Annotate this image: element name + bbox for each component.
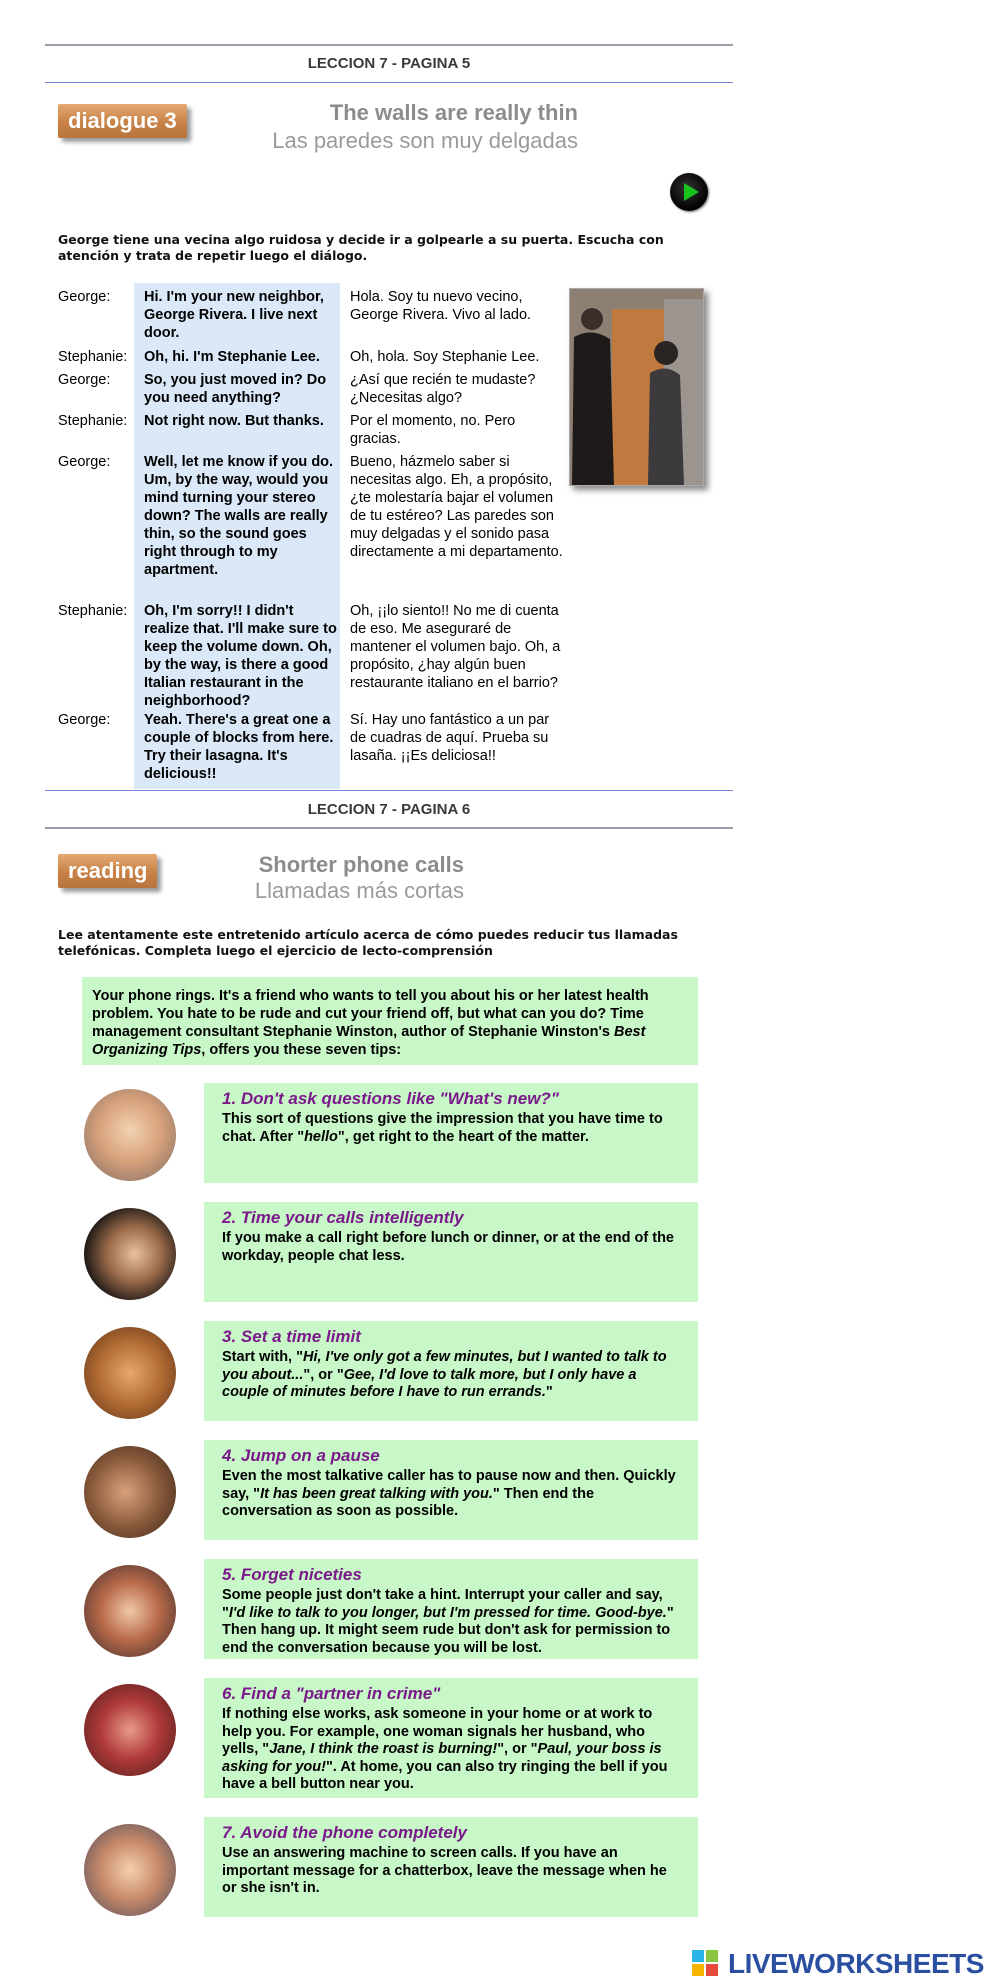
line-en: Well, let me know if you do. Um, by the way, would you mind turning your stereo down? The walls are really thin, so the sound goes right through to my apartment.: [144, 454, 334, 578]
line-es: Hola. Soy tu nuevo vecino, George Rivera. Vivo al lado.: [350, 289, 532, 323]
header-rule: [45, 82, 733, 83]
tip-title: 1. Don't ask questions like "What's new?": [222, 1089, 559, 1108]
tip-photo-5: [84, 1565, 176, 1657]
logo-text: LIVEWORKSHEETS: [728, 1948, 984, 1979]
neighbors-illustration: [570, 289, 703, 485]
reading-tag: reading: [58, 854, 157, 888]
article-intro: [92, 987, 692, 1059]
tip-body: Use an answering machine to screen calls. If you have an important message for a chatterbox, leave the message when he or she isn't in.: [222, 1845, 667, 1896]
tip-title: 4. Jump on a pause: [222, 1446, 380, 1465]
speaker: Stephanie:: [58, 603, 128, 619]
dialogue-title-es: Las paredes son muy delgadas: [272, 128, 578, 153]
line-en: Oh, hi. I'm Stephanie Lee.: [144, 349, 320, 365]
line-en: Oh, I'm sorry!! I didn't realize that. I'll make sure to keep the volume down. Oh, by the way, is there a good Italian restaurant in the neighborhood?: [144, 603, 337, 709]
tip-photo-3: [84, 1327, 176, 1419]
article-intro-part2: , offers you these seven tips:: [201, 1042, 402, 1058]
speaker: Stephanie:: [58, 349, 128, 365]
speaker: George:: [58, 372, 111, 388]
page-header-6: LECCION 7 - PAGINA 6: [307, 801, 471, 818]
reading-title-en: Shorter phone calls: [258, 852, 464, 877]
tip-photo-2: [84, 1208, 176, 1300]
tip-body: If you make a call right before lunch or dinner, or at the end of the workday, people chat less.: [222, 1230, 674, 1264]
speaker: George:: [58, 454, 111, 470]
line-es: Por el momento, no. Pero gracias.: [350, 413, 516, 447]
tip-photo-1: [84, 1089, 176, 1181]
liveworksheets-logo[interactable]: [692, 1947, 992, 1977]
logo-grid-icon: [692, 1950, 720, 1978]
tip-title: 6. Find a "partner in crime": [222, 1684, 441, 1703]
article-intro-part1: Your phone rings. It's a friend who wants to tell you about his or her latest health problem. You hate to be rude and cut your friend off, but what can you do? Time management consultant Stephanie Winston, author of Stephanie Winston's: [92, 988, 649, 1040]
divider-rule: [45, 790, 733, 791]
dialogue-title-en: The walls are really thin: [329, 100, 578, 125]
header-rule-6: [45, 827, 733, 829]
tip-box: [204, 1678, 698, 1798]
speaker: George:: [58, 712, 111, 728]
line-es: Sí. Hay uno fantástico a un par de cuadras de aquí. Prueba su lasaña. ¡¡Es deliciosa!!: [350, 712, 550, 764]
speaker: George:: [58, 289, 111, 305]
tip-title: 7. Avoid the phone completely: [222, 1823, 467, 1842]
speaker: Stephanie:: [58, 413, 128, 429]
tip-box: [204, 1559, 698, 1659]
tip-photo-4: [84, 1446, 176, 1538]
play-icon[interactable]: [670, 173, 708, 211]
tip-body: Some people just don't take a hint. Interrupt your caller and say, "I'd like to talk to you longer, but I'm pressed for time. Good-bye." Then hang up. It might seem rude but don't ask for permission to end the conversation because you will be lost.: [222, 1587, 674, 1656]
line-en: Yeah. There's a great one a couple of blocks from here. Try their lasagna. It's delicious!!: [144, 712, 334, 782]
tip-box: [204, 1440, 698, 1540]
top-rule: [45, 44, 733, 46]
tip-body: Even the most talkative caller has to pause now and then. Quickly say, "It has been great talking with you." Then end the conversation as soon as possible.: [222, 1468, 676, 1519]
tip-box: [204, 1083, 698, 1183]
dialogue-intro: George tiene una vecina algo ruidosa y decide ir a golpearle a su puerta. Escucha con atención y trata de repetir luego el diálogo.: [58, 232, 664, 263]
tip-title: 2. Time your calls intelligently: [222, 1208, 464, 1227]
tip-box: [204, 1202, 698, 1302]
tip-box: [204, 1817, 698, 1917]
tip-body: This sort of questions give the impression that you have time to chat. After "hello", get right to the heart of the matter.: [222, 1111, 663, 1145]
reading-intro: Lee atentamente este entretenido artículo acerca de cómo puedes reducir tus llamadas telefónicas. Completa luego el ejercicio de lecto-comprensión: [58, 927, 678, 958]
line-en: Hi. I'm your new neighbor, George Rivera. I live next door.: [144, 289, 324, 341]
reading-title-es: Llamadas más cortas: [254, 878, 464, 903]
page-header-5: LECCION 7 - PAGINA 5: [307, 55, 471, 72]
book-title: Best Organizing Tips: [92, 1024, 646, 1058]
dialogue-tag: dialogue 3: [58, 104, 187, 138]
tip-box: [204, 1321, 698, 1421]
tip-title: 3. Set a time limit: [222, 1327, 361, 1346]
tip-photo-6: [84, 1684, 176, 1776]
line-es: ¿Así que recién te mudaste? ¿Necesitas algo?: [350, 372, 536, 406]
line-es: Oh, ¡¡lo siento!! No me di cuenta de eso. Me aseguraré de mantener el volumen bajo. Oh, a propósito, ¿hay algún buen restaurante italiano en el barrio?: [350, 603, 561, 691]
tip-body: If nothing else works, ask someone in your home or at work to help you. For example, one woman signals her husband, who yells, "Jane, I think the roast is burning!", or "Paul, your boss is asking for you!". At home, you can also try ringing the bell if you have a bell button near you.: [222, 1706, 668, 1792]
line-en: So, you just moved in? Do you need anything?: [144, 372, 327, 406]
tip-photo-7: [84, 1824, 176, 1916]
line-es: Bueno, házmelo saber si necesitas algo. Eh, a propósito, ¿te molestaría bajar el volumen de tu estéreo? Las paredes son muy delgadas y el sonido pasa directamente a mi departamento.: [350, 454, 563, 560]
tip-title: 5. Forget niceties: [222, 1565, 362, 1584]
line-es: Oh, hola. Soy Stephanie Lee.: [350, 349, 540, 365]
tip-body: Start with, "Hi, I've only got a few minutes, but I wanted to talk to you about...", or "Gee, I'd love to talk more, but I only have a couple of minutes before I have to run errands.": [222, 1349, 667, 1400]
dialogue-photo: [569, 288, 704, 486]
line-en: Not right now. But thanks.: [144, 413, 324, 429]
